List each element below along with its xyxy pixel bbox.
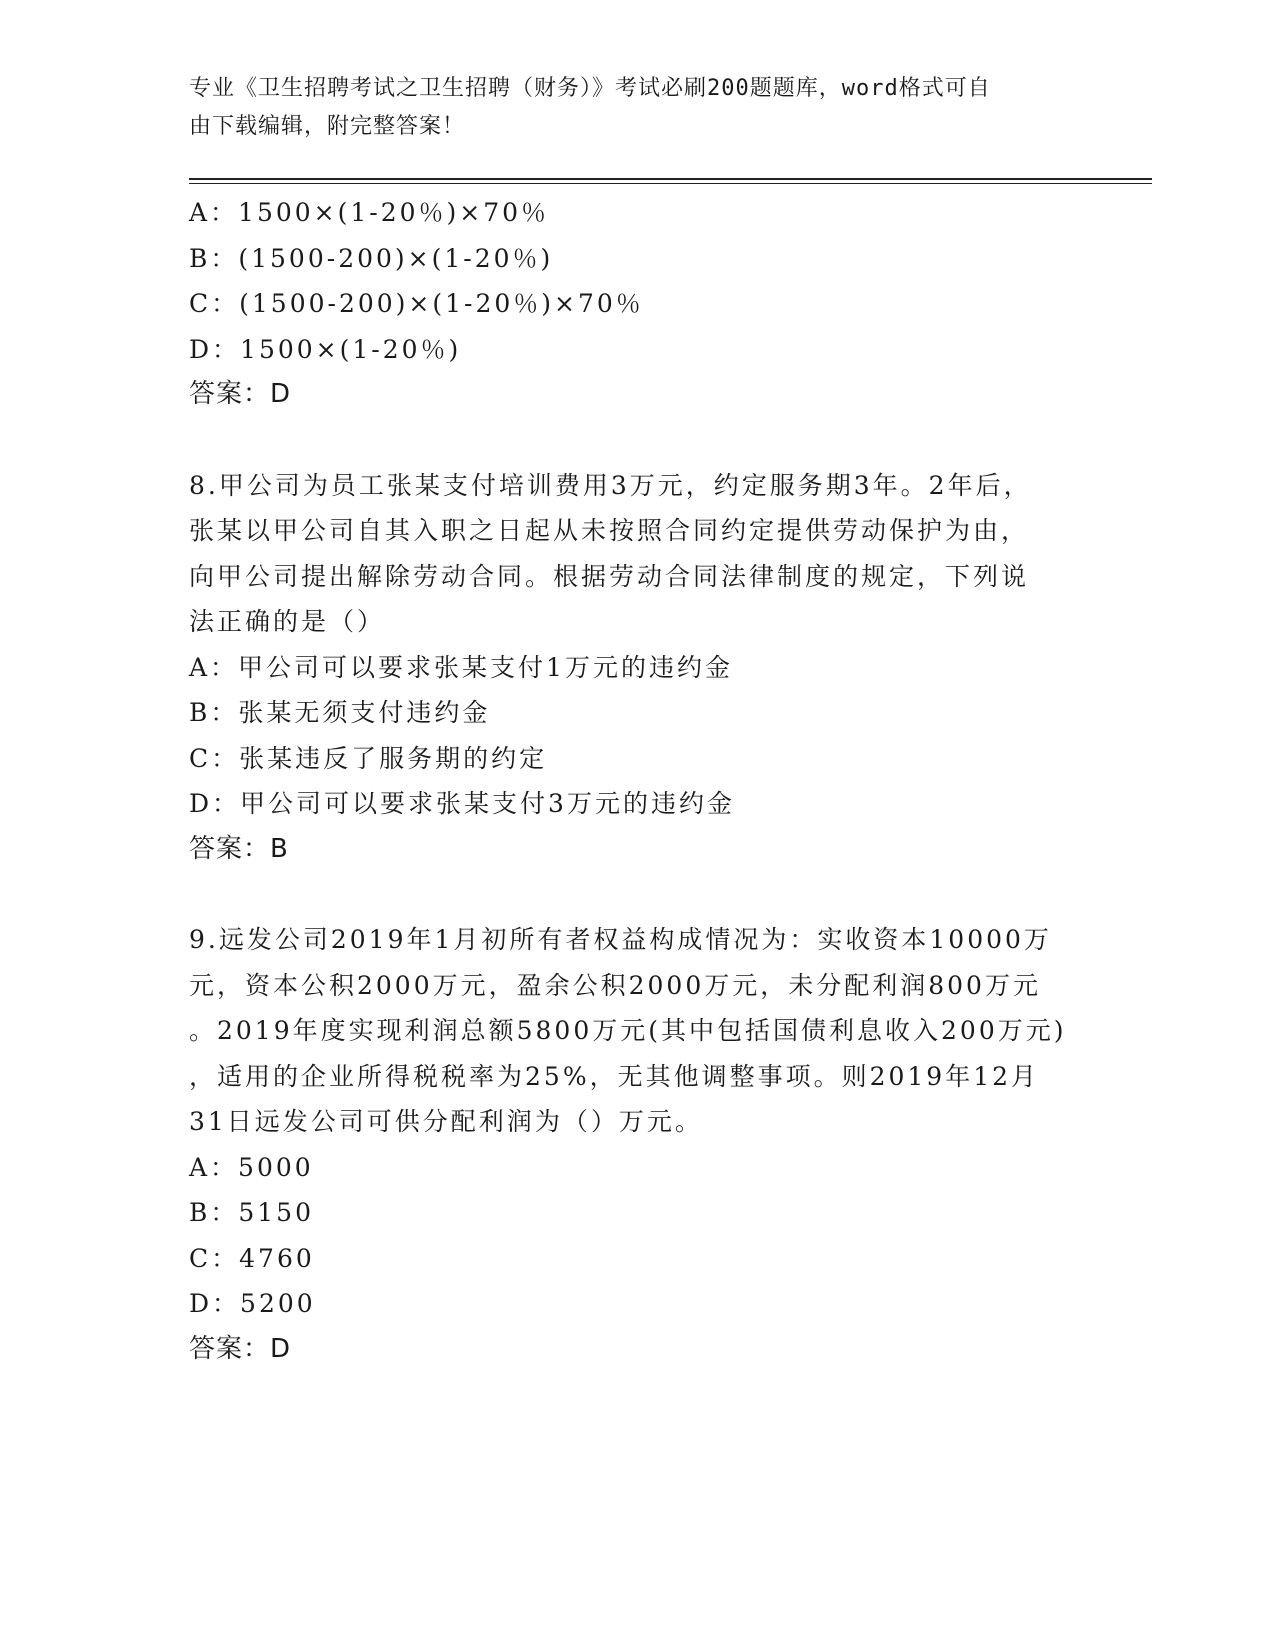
q9-stem-line-2: 元，资本公积2000万元，盈余公积2000万元，未分配利润800万元 [189,970,1041,1000]
q9-stem-line-4: ，适用的企业所得税税率为25%，无其他调整事项。则2019年12月 [189,1061,1040,1091]
document-header [189,70,1069,146]
q8-stem-line-4: 法正确的是（） [189,607,386,636]
q9-stem-line-5: 31日远发公司可供分配利润为（）万元。 [189,1107,703,1136]
question-8-block [189,463,1089,873]
question-9-block [189,917,1089,1372]
q9-answer: 答案：D [189,1333,292,1364]
header-divider-thin [189,183,1152,184]
q8-option-b: B：张某无须支付违约金 [189,698,491,727]
header-divider-thick [189,178,1152,180]
q7-option-b: B：(1500-200)×(1-20％) [189,243,554,273]
q7-answer: 答案：D [189,379,292,409]
q8-option-d: D：甲公司可以要求张某支付3万元的违约金 [189,789,735,818]
q8-stem-line-1: 8.甲公司为员工张某支付培训费用3万元，约定服务期3年。2年后， [189,470,1032,500]
q8-stem-line-2: 张某以甲公司自其入职之日起从未按照合同约定提供劳动保护为由， [189,516,1030,545]
q8-stem [189,463,1089,645]
header-line-2: 由下载编辑，附完整答案！ [189,114,466,139]
question-spacer [189,872,1089,917]
q9-option-c: C：4760 [189,1243,315,1273]
q8-option-a: A：甲公司可以要求张某支付1万元的违约金 [189,652,733,682]
q9-option-b: B：5150 [189,1198,314,1227]
q9-stem [189,917,1089,1145]
q9-option-d: D：5200 [189,1289,316,1318]
header-line-1: 专业《卫生招聘考试之卫生招聘（财务）》考试必刷200题题库，word格式可自 [189,76,991,101]
question-spacer [189,418,1089,463]
question-content [189,190,1089,1372]
q8-option-c: C：张某违反了服务期的约定 [189,743,548,773]
q9-stem-line-3: 。2019年度实现利润总额5800万元(其中包括国债利息收入200万元) [189,1016,1067,1045]
question-7-block [189,190,1089,418]
q7-option-c: C：(1500-200)×(1-20％)×70％ [189,289,644,318]
q8-answer: 答案：B [189,833,289,864]
q7-option-d: D：1500×(1-20％) [189,334,462,364]
q8-stem-line-3: 向甲公司提出解除劳动合同。根据劳动合同法律制度的规定，下列说 [189,561,1030,591]
q9-option-a: A：5000 [189,1152,314,1182]
q7-option-a: A：1500×(1-20％)×70％ [189,198,550,227]
q9-stem-line-1: 9.远发公司2019年1月初所有者权益构成情况为：实收资本10000万 [189,925,1052,954]
